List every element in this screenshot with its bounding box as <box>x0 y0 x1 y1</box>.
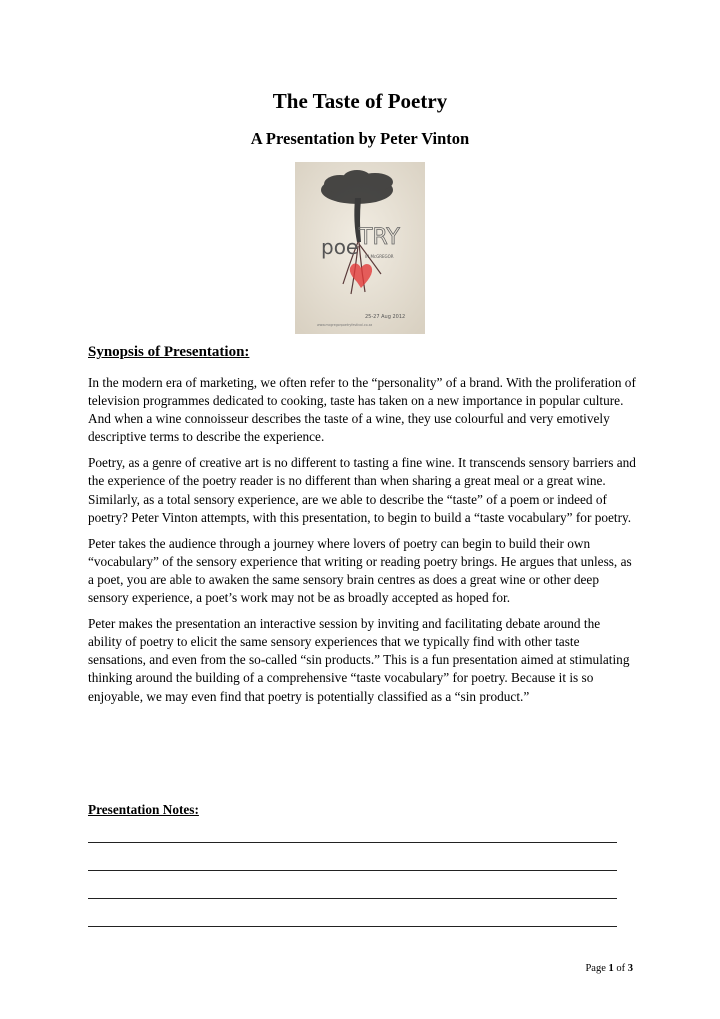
synopsis-paragraph: In the modern era of marketing, we often refer to the “personality” of a brand. With the proliferation of television programmes dedicated to cooking, taste has taken on a new importance in popular culture. And when a wine connoisseur describes the taste of a wine, they use colourful and very emotively descriptive terms to describe the experience. <box>88 375 636 445</box>
synopsis-paragraph: Peter makes the presentation an interactive session by inviting and facilitating debate around the ability of poetry to elicit the same sensory experiences that we typically find with other taste sensations, and even from the so-called “sin products.” This is a fun presentation aimed at stimulating thinking around the building of a comprehensive “taste vocabulary” for poetry. Because it is so enjoyable, we may even find that poetry is potentially classified as a “sin product.” <box>88 616 630 704</box>
poetry-festival-poster-image <box>295 162 425 334</box>
footer-page-total: 3 <box>627 963 633 974</box>
notes-blank-line <box>88 870 617 871</box>
footer-page-number: 1 <box>608 963 614 974</box>
poster-url: www.mcgregorpoetryfestival.co.za <box>317 323 373 327</box>
document-title: The Taste of Poetry <box>272 89 448 113</box>
notes-blank-line <box>88 898 617 899</box>
synopsis-body <box>88 374 636 714</box>
footer-page-label: Page <box>585 963 606 974</box>
synopsis-paragraph: Poetry, as a genre of creative art is no different to tasting a fine wine. It transcends sensory barriers and the experience of the poetry reader is no different than when sharing a great meal or a great wine. Similarly, as a total sensory experience, are we able to describe the “taste” of a poem or indeed of poetry? Peter Vinton attempts, with this presentation, to begin to build a “taste vocabulary” for poetry. <box>88 455 636 525</box>
document-subtitle: A Presentation by Peter Vinton <box>250 129 470 148</box>
poster-word-right: TRY <box>359 225 400 250</box>
notes-heading: Presentation Notes: <box>88 802 199 817</box>
footer-of-label: of <box>616 963 626 974</box>
notes-blank-line <box>88 842 617 843</box>
synopsis-heading: Synopsis of Presentation: <box>88 344 250 360</box>
poster-dates: 25-27 Aug 2012 <box>365 314 406 320</box>
notes-blank-line <box>88 926 617 927</box>
poster-word-left: poe <box>321 235 359 259</box>
page-footer <box>585 963 633 974</box>
poster-small-text: IN McGREGOR <box>365 254 394 259</box>
synopsis-paragraph: Peter takes the audience through a journey where lovers of poetry can begin to build their own “vocabulary” of the sensory experience that writing or reading poetry brings. He argues that unless, as a poet, you are able to awaken the same sensory brain centres as does a great wine or other deep sensory experience, a poet’s work may not be as broadly accepted as hoped for. <box>88 535 632 606</box>
